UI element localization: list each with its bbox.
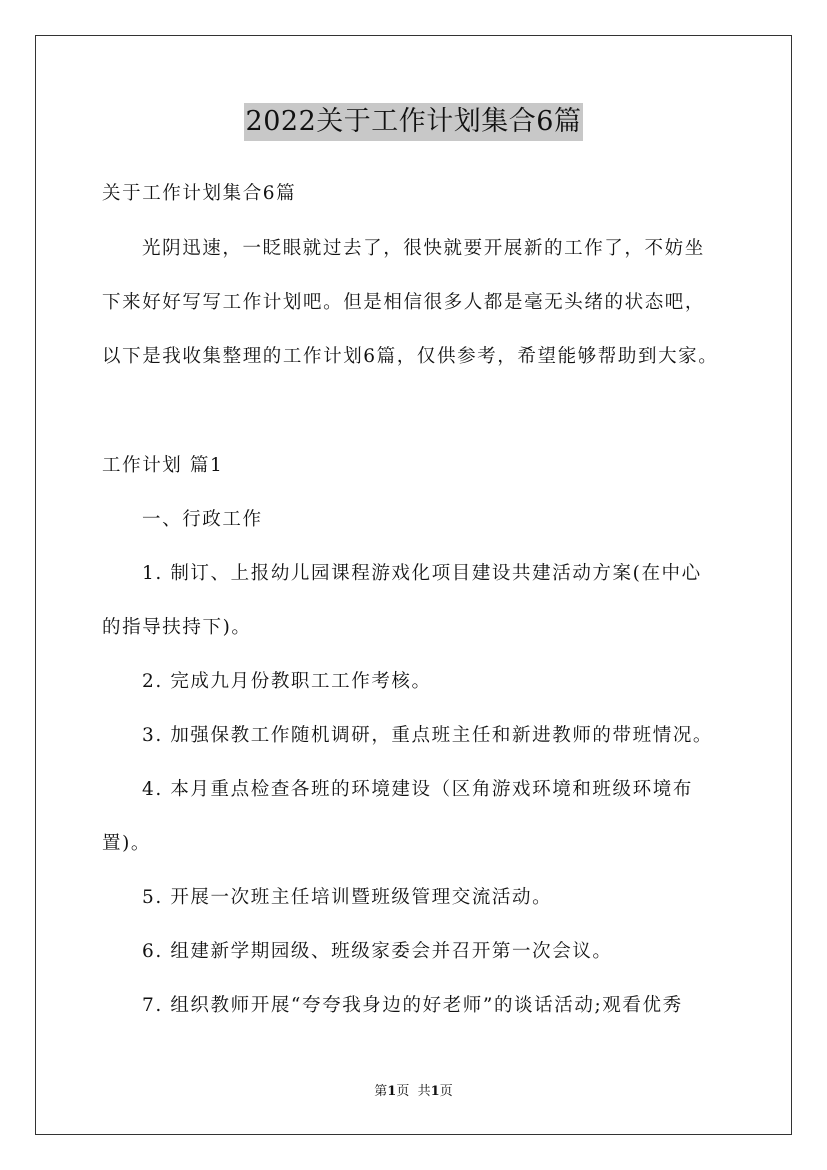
subsection-heading: 一、行政工作 xyxy=(142,509,263,530)
footer-page-suffix: 页 xyxy=(396,1084,410,1099)
page-footer xyxy=(0,1083,827,1101)
list-item: 3. 加强保教工作随机调研，重点班主任和新进教师的带班情况。 xyxy=(142,725,714,746)
intro-line: 以下是我收集整理的工作计划6篇，仅供参考，希望能够帮助到大家。 xyxy=(102,346,719,367)
title-container xyxy=(0,103,827,141)
list-item: 6. 组建新学期园级、班级家委会并召开第一次会议。 xyxy=(142,941,613,962)
intro-line: 光阴迅速，一眨眼就过去了，很快就要开展新的工作了，不妨坐 xyxy=(142,238,705,259)
document-title: 2022关于工作计划集合6篇 xyxy=(244,103,584,141)
list-item: 7. 组织教师开展“夸夸我身边的好老师”的谈话活动;观看优秀 xyxy=(142,995,683,1016)
section-heading: 工作计划 篇1 xyxy=(102,455,224,476)
intro-line: 下来好好写写工作计划吧。但是相信很多人都是毫无头绪的状态吧， xyxy=(102,292,706,313)
footer-total-number: 1 xyxy=(430,1084,440,1099)
list-item: 2. 完成九月份教职工工作考核。 xyxy=(142,671,432,692)
footer-page-number: 1 xyxy=(387,1084,397,1099)
list-item: 4. 本月重点检查各班的环境建设（区角游戏环境和班级环境布 xyxy=(142,779,693,800)
list-item: 5. 开展一次班主任培训暨班级管理交流活动。 xyxy=(142,887,553,908)
footer-total-suffix: 页 xyxy=(439,1084,453,1099)
list-item: 1. 制订、上报幼儿园课程游戏化项目建设共建活动方案(在中心 xyxy=(142,563,702,584)
document-subtitle: 关于工作计划集合6篇 xyxy=(102,183,297,204)
list-item-continuation: 置)。 xyxy=(102,833,152,854)
footer-page-prefix: 第 xyxy=(374,1084,388,1099)
list-item-continuation: 的指导扶持下)。 xyxy=(102,617,252,638)
footer-total-prefix: 共 xyxy=(417,1084,431,1099)
